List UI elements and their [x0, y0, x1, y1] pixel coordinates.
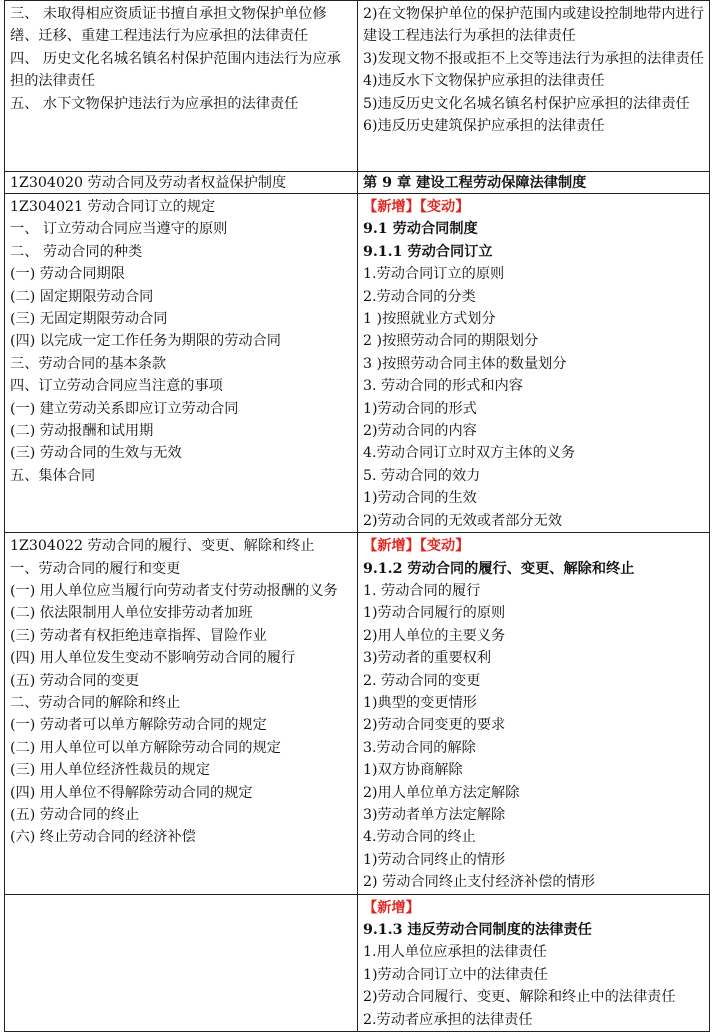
section-heading: 9.1 劳动合同制度	[363, 221, 478, 238]
right-line: 2)劳动合同的无效或者部分无效	[363, 512, 563, 529]
right-line: 1)双方协商解除	[363, 762, 463, 779]
right-line: 2)用人单位的主要义务	[363, 627, 506, 644]
left-line: 一、 订立劳动合同应当遵守的原则	[10, 221, 228, 238]
left-line: 四、订立劳动合同应当注意的事项	[10, 378, 223, 395]
left-cell	[5, 533, 358, 895]
right-line: 1.用人单位应承担的法律责任	[363, 944, 547, 961]
right-line: 1)劳动合同履行的原则	[363, 605, 506, 622]
right-line: 2)在文物保护单位的保护范围内或建设控制地带内进行建设工程违法行为承担的法律责任	[363, 6, 704, 45]
change-tag: 【新增】	[363, 899, 420, 916]
right-line: 3. 劳动合同的形式和内容	[363, 378, 523, 395]
right-line: 1.劳动合同订立的原则	[363, 266, 505, 283]
right-line: 6)违反历史建筑保护应承担的法律责任	[363, 118, 605, 135]
right-line: 2.劳动者应承担的法律责任	[363, 1011, 533, 1028]
right-line: 1. 劳动合同的履行	[363, 582, 481, 599]
left-line: 三、劳动合同的基本条款	[10, 355, 167, 372]
right-line: 2) 劳动合同终止支付经济补偿的情形	[363, 874, 595, 891]
right-line: 4.劳动合同订立时双方主体的义务	[363, 445, 576, 462]
left-line: 三、 未取得相应资质证书擅自承担文物保护单位修缮、迁移、重建工程违法行为应承担的法律责任	[10, 6, 327, 45]
comparison-table	[4, 0, 710, 1032]
right-line: 2)用人单位单方法定解除	[363, 784, 520, 801]
right-line: 1)劳动合同的形式	[363, 400, 477, 417]
left-line: 二、劳动合同的解除和终止	[10, 694, 181, 711]
left-line: (五) 劳动合同的终止	[10, 806, 140, 823]
left-line: (二) 劳动报酬和试用期	[10, 423, 154, 440]
left-line: 五、 水下文物保护违法行为应承担的法律责任	[10, 95, 299, 112]
left-cell	[5, 894, 358, 1031]
right-cell	[358, 172, 710, 194]
left-line: 四、 历史文化名城名镇名村保护范围内违法行为应承担的法律责任	[10, 50, 341, 90]
right-line: 3.劳动合同的解除	[363, 739, 476, 756]
right-line: 2.劳动合同的分类	[363, 288, 476, 305]
left-line: (二) 用人单位可以单方解除劳动合同的规定	[10, 739, 281, 756]
left-line: 五、集体合同	[10, 467, 96, 484]
right-line: 3)发现文物不报或拒不上交等违法行为承担的法律责任	[363, 50, 704, 67]
left-line: (四) 用人单位发生变动不影响劳动合同的履行	[10, 650, 296, 667]
chapter-title: 第 9 章 建设工程劳动保障法律制度	[363, 175, 587, 191]
right-line: 2)劳动合同变更的要求	[363, 717, 506, 734]
right-line: 1)劳动合同终止的情形	[363, 851, 506, 868]
left-line: (四) 用人单位不得解除劳动合同的规定	[10, 784, 253, 801]
section-heading: 9.1.3 违反劳动合同制度的法律责任	[363, 922, 592, 938]
left-cell	[5, 172, 358, 194]
right-line: 1)劳动合同订立中的法律责任	[363, 966, 548, 983]
left-line: (一) 劳动合同期限	[10, 266, 125, 283]
right-line: 2)劳动合同履行、变更、解除和终止中的法律责任	[363, 989, 676, 1006]
right-line: 3)劳动者的重要权利	[363, 650, 492, 667]
right-line: 1)典型的变更情形	[363, 694, 477, 711]
left-line: (二) 固定期限劳动合同	[10, 288, 154, 305]
change-tag: 【新增】【变动】	[363, 538, 470, 555]
section-heading: 9.1.2 劳动合同的履行、变更、解除和终止	[363, 560, 635, 577]
right-cell	[358, 194, 710, 533]
left-line: (一) 用人单位应当履行向劳动者支付劳动报酬的义务	[10, 582, 338, 599]
left-line: (一) 建立劳动关系即应订立劳动合同	[10, 400, 239, 417]
left-line: (三) 劳动者有权拒绝违章指挥、冒险作业	[10, 627, 267, 644]
right-cell	[358, 533, 710, 895]
table-row	[5, 194, 710, 533]
right-line: 4.劳动合同的终止	[363, 829, 476, 846]
right-line: 4)违反水下文物保护应承担的法律责任	[363, 73, 605, 90]
right-line: 5)违反历史文化名城名镇名村保护应承担的法律责任	[363, 95, 690, 112]
left-line: (三) 用人单位经济性裁员的规定	[10, 762, 211, 779]
left-line: (六) 终止劳动合同的经济补偿	[10, 829, 196, 846]
right-cell	[358, 894, 710, 1031]
table-row	[5, 1, 710, 172]
right-line: 5. 劳动合同的效力	[363, 467, 481, 484]
table-row	[5, 172, 710, 194]
left-line: (三) 无固定期限劳动合同	[10, 311, 168, 328]
table-row	[5, 894, 710, 1031]
left-line: 1Z304022 劳动合同的履行、变更、解除和终止	[10, 538, 315, 555]
left-line: (三) 劳动合同的生效与无效	[10, 445, 182, 462]
section-heading: 9.1.1 劳动合同订立	[363, 243, 493, 260]
right-line: 2)劳动合同的内容	[363, 423, 477, 440]
left-line: 二、 劳动合同的种类	[10, 243, 143, 260]
right-line: 1 )按照就业方式划分	[363, 311, 496, 328]
left-line: (四) 以完成一定工作任务为期限的劳动合同	[10, 333, 281, 350]
section-code: 1Z304020 劳动合同及劳动者权益保护制度	[10, 175, 287, 191]
left-cell	[5, 194, 358, 533]
left-line: (二) 依法限制用人单位安排劳动者加班	[10, 605, 253, 622]
left-line: 一、劳动合同的履行和变更	[10, 560, 181, 577]
left-line: (五) 劳动合同的变更	[10, 672, 140, 689]
right-line: 1)劳动合同的生效	[363, 490, 477, 507]
left-line: (一) 劳动者可以单方解除劳动合同的规定	[10, 717, 267, 734]
change-tag: 【新增】【变动】	[363, 199, 470, 215]
left-line: 1Z304021 劳动合同订立的规定	[10, 199, 216, 215]
right-line: 2. 劳动合同的变更	[363, 672, 481, 689]
right-line: 2 )按照劳动合同的期限划分	[363, 333, 539, 350]
left-cell	[5, 1, 358, 172]
right-line: 3 )按照劳动合同主体的数量划分	[363, 355, 567, 372]
table-row	[5, 533, 710, 895]
right-cell	[358, 1, 710, 172]
right-line: 3)劳动者单方法定解除	[363, 806, 506, 823]
